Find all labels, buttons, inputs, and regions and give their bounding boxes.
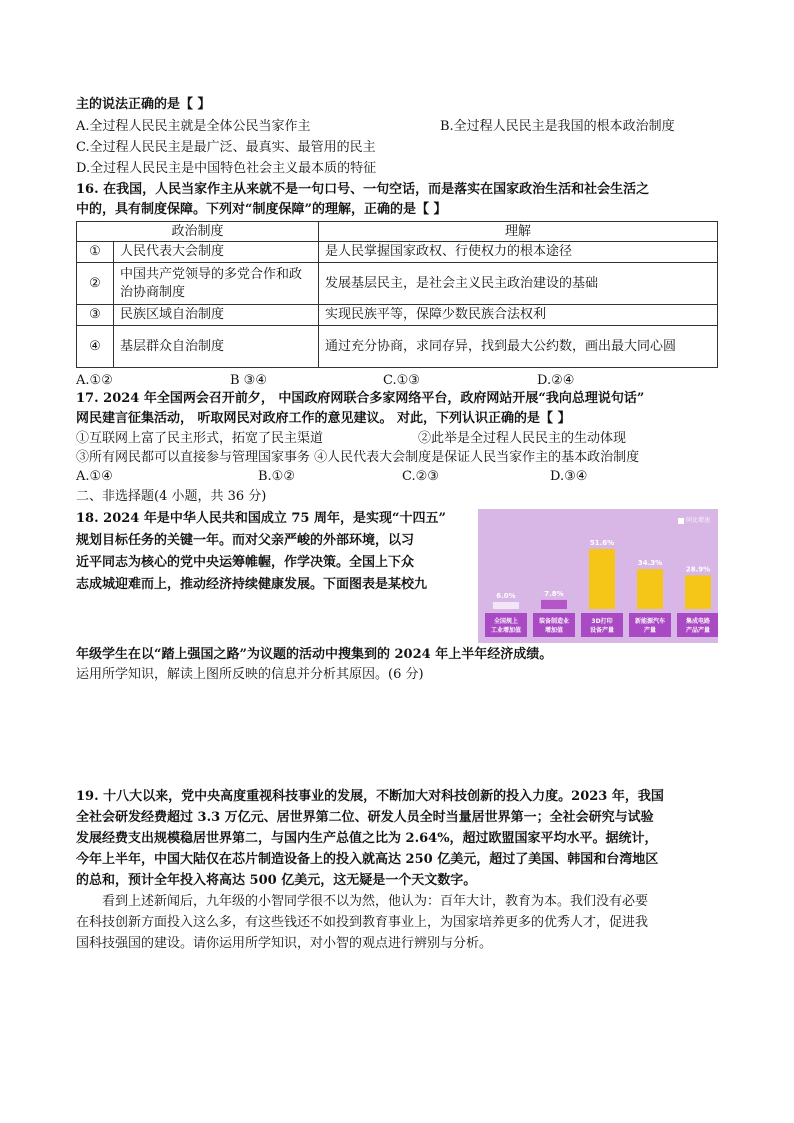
table-row bbox=[77, 326, 718, 368]
chart-bar bbox=[685, 575, 711, 609]
table-header-row bbox=[77, 222, 718, 242]
section-heading: 二、非选择题(4 小题，共 36 分) bbox=[76, 489, 267, 504]
chart-value-label: 34.3% bbox=[637, 559, 663, 568]
q17-stem-line1: 17. 2024 年全国两会召开前夕， 中国政府网联合多家网络平台，政府网站开展“我向总理说句话” bbox=[76, 391, 645, 406]
row-number: ① bbox=[77, 242, 114, 263]
q16-option-a: A.①② bbox=[76, 373, 113, 388]
q17-option-c: C.②③ bbox=[402, 469, 439, 484]
q19-line2: 全社会研发经费超过 3.3 万亿元、居世界第二位、研发人员全时当量居世界第一；全社会研究与试验 bbox=[76, 810, 654, 825]
q16-stem-line1: 16. 在我国，人民当家作主从来就不是一句口号、一句空话，而是落实在国家政治生活和社会生活之 bbox=[76, 182, 650, 197]
table-header-system: 政治制度 bbox=[77, 222, 319, 242]
q19-line8: 国科技强国的建设。请你运用所学知识，对小智的观点进行辨别与分析。 bbox=[76, 936, 493, 951]
chart-category-label: 产品产量 bbox=[685, 627, 711, 634]
chart-bar bbox=[637, 569, 663, 609]
q16-option-c: C.①③ bbox=[383, 373, 420, 388]
chart-value-label: 6.0% bbox=[496, 592, 516, 601]
chart-category-label: 集成电路 bbox=[685, 618, 711, 625]
chart-svg bbox=[478, 509, 718, 643]
chart-category-label: 设备产量 bbox=[589, 627, 615, 634]
row-number: ③ bbox=[77, 305, 114, 326]
chart-value-label: 28.9% bbox=[685, 565, 711, 574]
chart-category-label: 新能源汽车 bbox=[634, 618, 666, 625]
table-row bbox=[77, 242, 718, 263]
q16-stem-line2: 中的，具有制度保障。下列对“制度保障”的理解，正确的是【 】 bbox=[76, 202, 447, 217]
chart-category-label: 增加值 bbox=[544, 627, 564, 634]
q17-statements-3-4: ③所有网民都可以直接参与管理国家事务 ④人民代表大会制度是保证人民当家作主的基本政治制度 bbox=[76, 450, 640, 465]
chart-category-label: 装备制造业 bbox=[538, 618, 570, 625]
row-meaning: 实现民族平等，保障少数民族合法权利 bbox=[319, 305, 718, 326]
row-system: 中国共产党领导的多党合作和政治协商制度 bbox=[114, 263, 319, 305]
chart-value-label: 51.6% bbox=[589, 538, 615, 547]
legend-label: 同比增速 bbox=[685, 517, 710, 524]
q19-line1: 19. 十八大以来，党中央高度重视科技事业的发展，不断加大对科技创新的投入力度。2023 年，我国 bbox=[76, 789, 664, 804]
table-row bbox=[77, 263, 718, 305]
q16-option-d: D.②④ bbox=[537, 373, 575, 388]
row-meaning: 发展基层民主，是社会主义民主政治建设的基础 bbox=[319, 263, 718, 305]
q19-line4: 今年上半年，中国大陆仅在芯片制造设备上的投入就高达 250 亿美元，超过了美国、韩国和台湾地区 bbox=[76, 852, 659, 867]
q17-stem-line2: 网民建言征集活动， 听取网民对政府工作的意见建议。 对此，下列认识正确的是【 】 bbox=[76, 411, 571, 426]
row-system: 基层群众自治制度 bbox=[114, 326, 319, 368]
q17-option-d: D.③④ bbox=[550, 469, 588, 484]
q19-line3: 发展经费支出规模稳居世界第二，与国内生产总值之比为 2.64%，超过欧盟国家平均水平。据统计， bbox=[76, 831, 658, 846]
q18-line3: 近平同志为核心的党中央运筹帷幄，作学决策。全国上下众 bbox=[76, 555, 415, 570]
chart-category-label: 全国规上 bbox=[493, 618, 519, 625]
q19-line5: 的总和，预计全年投入将高达 500 亿美元，这无疑是一个天文数字。 bbox=[76, 873, 477, 888]
q17-statement-2: ②此举是全过程人民民主的生动体现 bbox=[418, 431, 627, 446]
q16-option-b: B ③④ bbox=[230, 373, 267, 388]
chart-category-label: 3D打印 bbox=[591, 618, 613, 625]
q18-line2: 规划目标任务的关键一年。而对父亲严峻的外部环境，以习 bbox=[76, 533, 415, 548]
row-system: 民族区域自治制度 bbox=[114, 305, 319, 326]
q15-option-b: B.全过程人民民主是我国的根本政治制度 bbox=[440, 119, 675, 134]
table-row bbox=[77, 305, 718, 326]
q15-option-a: A.全过程人民民主就是全体公民当家作主 bbox=[76, 119, 311, 134]
chart-bar bbox=[493, 602, 519, 609]
q18-line4: 志成城迎难而上，推动经济持续健康发展。下面图表是某校九 bbox=[76, 577, 428, 592]
q16-table bbox=[76, 221, 718, 368]
economy-bar-chart bbox=[478, 509, 718, 643]
row-number: ② bbox=[77, 263, 114, 305]
chart-bar bbox=[589, 549, 615, 609]
q17-option-a: A.①④ bbox=[76, 469, 113, 484]
chart-value-label: 7.8% bbox=[544, 589, 564, 598]
row-meaning: 通过充分协商，求同存异，找到最大公约数，画出最大同心圆 bbox=[319, 326, 718, 368]
chart-category-label: 产量 bbox=[643, 627, 657, 634]
table-header-meaning: 理解 bbox=[319, 222, 718, 242]
q15-option-c: C.全过程人民民主是最广泛、最真实、最管用的民主 bbox=[76, 140, 376, 155]
row-meaning: 是人民掌握国家政权、行使权力的根本途径 bbox=[319, 242, 718, 263]
q15-option-d: D.全过程人民民主是中国特色社会主义最本质的特征 bbox=[76, 161, 377, 176]
row-system: 人民代表大会制度 bbox=[114, 242, 319, 263]
q18-line6: 运用所学知识，解读上图所反映的信息并分析其原因。(6 分) bbox=[76, 667, 424, 682]
row-number: ④ bbox=[77, 326, 114, 368]
chart-bar bbox=[541, 600, 567, 609]
q17-statement-1: ①互联网上富了民主形式，拓宽了民主渠道 bbox=[76, 431, 324, 446]
q19-line6: 看到上述新闻后，九年级的小智同学很不以为然，他认为：百年大计，教育为本。我们没有必要 bbox=[102, 894, 649, 909]
q19-line7: 在科技创新方面投入这么多，有这些钱还不如投到教育事业上，为国家培养更多的优秀人才，促进我 bbox=[76, 915, 649, 930]
q15-stem: 主的说法正确的是【 】 bbox=[76, 97, 211, 112]
chart-category-label: 工业增加值 bbox=[490, 627, 522, 634]
q17-option-b: B.①② bbox=[258, 469, 295, 484]
q18-line1: 18. 2024 年是中华人民共和国成立 75 周年，是实现“十四五” bbox=[76, 511, 446, 526]
q18-line5: 年级学生在以“踏上强国之路”为议题的活动中搜集到的 2024 年上半年经济成绩。 bbox=[76, 647, 553, 662]
